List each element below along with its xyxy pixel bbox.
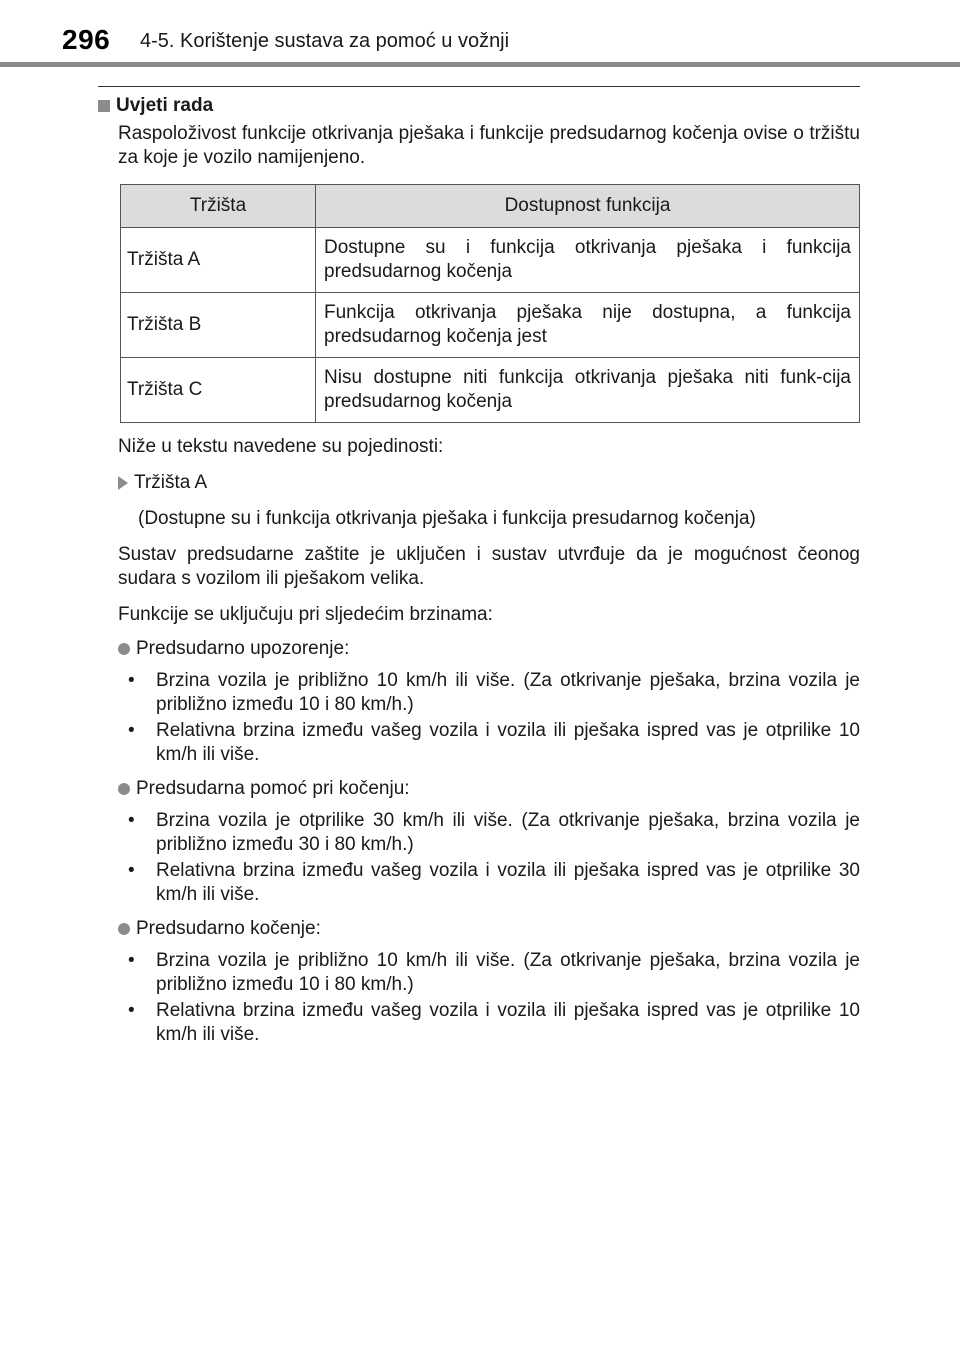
bullet-icon: • bbox=[128, 810, 135, 831]
market-cell: Tržišta C bbox=[121, 358, 316, 423]
market-a-heading bbox=[118, 471, 860, 495]
list-item bbox=[128, 949, 860, 997]
details-intro: Niže u tekstu navedene su pojedinosti: bbox=[118, 436, 444, 457]
condition-text: Brzina vozila je približno 10 km/h ili više. (Za otkrivanje pješaka, brzina vozila je približno između 10 i 80 km/h.) bbox=[156, 670, 860, 715]
triangle-bullet-icon bbox=[118, 476, 128, 490]
market-cell: Tržišta B bbox=[121, 293, 316, 358]
circle-bullet-icon bbox=[118, 923, 130, 935]
chapter-title: 4-5. Korištenje sustava za pomoć u vožnji bbox=[140, 30, 510, 52]
market-a-note: (Dostupne su i funkcija otkrivanja pješaka i funkcija presudarnog kočenja) bbox=[138, 508, 756, 529]
list-item bbox=[128, 719, 860, 767]
condition-text: Brzina vozila je otprilike 30 km/h ili više. (Za otkrivanje pješaka, brzina vozila je približno između 30 i 80 km/h.) bbox=[156, 810, 860, 855]
function-heading bbox=[118, 637, 860, 661]
table-header-markets: Tržišta bbox=[121, 185, 316, 228]
bullet-icon: • bbox=[128, 670, 135, 691]
condition-text: Relativna brzina između vašeg vozila i vozila ili pješaka ispred vas je otprilike 30 km/h ili više. bbox=[156, 860, 860, 905]
function-heading bbox=[118, 917, 860, 941]
market-availability-table bbox=[120, 184, 860, 423]
section-divider bbox=[98, 86, 860, 87]
list-item bbox=[128, 859, 860, 907]
function-title: Predsudarno upozorenje: bbox=[136, 638, 350, 659]
table-header-availability: Dostupnost funkcija bbox=[316, 185, 860, 228]
condition-list bbox=[128, 949, 860, 1047]
section-intro: Raspoloživost funkcije otkrivanja pješaka i funkcije predsudarnog kočenja ovise o tržištu za koje je vozilo namijenjeno. bbox=[118, 123, 860, 168]
function-heading bbox=[118, 777, 860, 801]
bullet-icon: • bbox=[128, 720, 135, 741]
function-title: Predsudarno kočenje: bbox=[136, 918, 321, 939]
bullet-icon: • bbox=[128, 950, 135, 971]
condition-text: Relativna brzina između vašeg vozila i vozila ili pješaka ispred vas je otprilike 10 km/h ili više. bbox=[156, 720, 860, 765]
list-item bbox=[128, 809, 860, 857]
square-bullet-icon bbox=[98, 100, 110, 112]
availability-cell: Nisu dostupne niti funkcija otkrivanja pješaka niti funk-cija predsudarnog kočenja bbox=[316, 358, 860, 423]
condition-list bbox=[128, 809, 860, 907]
market-a-label: Tržišta A bbox=[134, 472, 208, 493]
availability-cell: Funkcija otkrivanja pješaka nije dostupna, a funkcija predsudarnog kočenja jest bbox=[316, 293, 860, 358]
table-row bbox=[121, 228, 860, 293]
page-number: 296 bbox=[62, 24, 111, 55]
list-item bbox=[128, 669, 860, 717]
list-item bbox=[128, 999, 860, 1047]
table-row bbox=[121, 358, 860, 423]
market-cell: Tržišta A bbox=[121, 228, 316, 293]
section-heading bbox=[98, 94, 860, 118]
condition-text: Brzina vozila je približno 10 km/h ili više. (Za otkrivanje pješaka, brzina vozila je približno između 10 i 80 km/h.) bbox=[156, 950, 860, 995]
page-header bbox=[0, 0, 960, 70]
market-a-text: Sustav predsudarne zaštite je uključen i sustav utvrđuje da je mogućnost čeonog sudara s vozilom ili pješakom velika. bbox=[118, 544, 860, 589]
section-title: Uvjeti rada bbox=[116, 95, 214, 116]
circle-bullet-icon bbox=[118, 783, 130, 795]
speed-intro: Funkcije se uključuju pri sljedećim brzinama: bbox=[118, 604, 493, 625]
page-content bbox=[98, 94, 860, 1049]
circle-bullet-icon bbox=[118, 643, 130, 655]
table-row bbox=[121, 293, 860, 358]
function-title: Predsudarna pomoć pri kočenju: bbox=[136, 778, 410, 799]
header-rule bbox=[0, 62, 960, 67]
bullet-icon: • bbox=[128, 860, 135, 881]
bullet-icon: • bbox=[128, 1000, 135, 1021]
condition-list bbox=[128, 669, 860, 767]
availability-cell: Dostupne su i funkcija otkrivanja pješaka i funkcija predsudarnog kočenja bbox=[316, 228, 860, 293]
condition-text: Relativna brzina između vašeg vozila i vozila ili pješaka ispred vas je otprilike 10 km/h ili više. bbox=[156, 1000, 860, 1045]
